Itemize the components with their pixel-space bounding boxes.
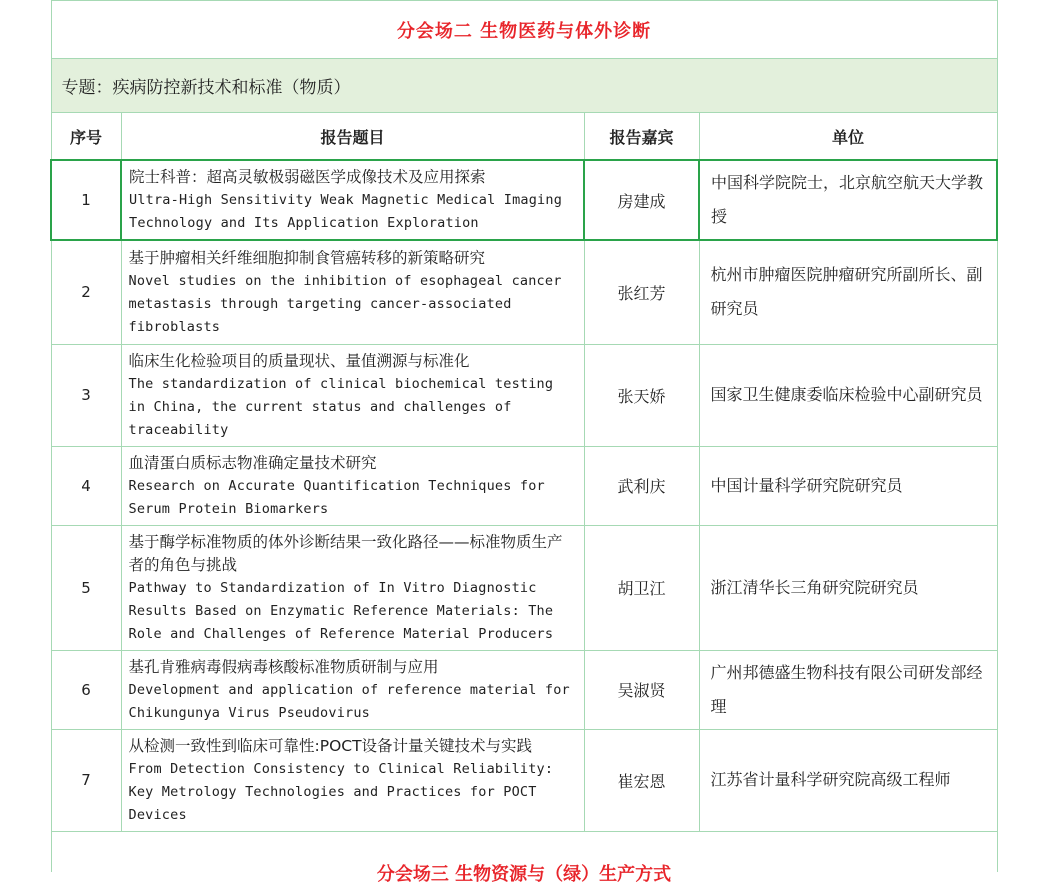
row-speaker: 崔宏恩: [584, 729, 699, 831]
next-session-row: [51, 831, 997, 872]
row-title-zh: 基于酶学标准物质的体外诊断结果一致化路径——标准物质生产者的角色与挑战: [128, 532, 563, 574]
row-index: 5: [51, 525, 121, 650]
row-index: 3: [51, 344, 121, 446]
row-unit: 中国科学院院士，北京航空航天大学教授: [699, 160, 997, 240]
session-title-row: [51, 1, 997, 59]
next-session-title: 分会场三 生物资源与（绿）生产方式: [376, 863, 672, 885]
row-title-en: Pathway to Standardization of In Vitro Diagnostic Results Based on Enzymatic Reference Materials: The Role and Challenges of Reference Material Producers: [128, 579, 554, 642]
row-speaker: 武利庆: [584, 446, 699, 525]
table-row: [51, 160, 997, 240]
row-speaker: 房建成: [584, 160, 699, 240]
topic-name: 疾病防控新技术和标准（物质）: [112, 78, 351, 98]
row-index: 6: [51, 650, 121, 729]
table-header-row: [51, 113, 997, 161]
session-title: 分会场二 生物医药与体外诊断: [51, 1, 997, 59]
table-row: [51, 729, 997, 831]
row-title-zh: 基于肿瘤相关纤维细胞抑制食管癌转移的新策略研究: [128, 248, 486, 267]
row-index: 7: [51, 729, 121, 831]
row-title-en: Ultra-High Sensitivity Weak Magnetic Medical Imaging Technology and Its Application Exploration: [129, 192, 563, 231]
row-title: [121, 344, 584, 446]
row-title-en: From Detection Consistency to Clinical Reliability: Key Metrology Technologies and Practices for POCT Devices: [128, 760, 554, 823]
table-row: [51, 525, 997, 650]
row-title: [121, 446, 584, 525]
row-title-zh: 从检测一致性到临床可靠性:POCT设备计量关键技术与实践: [128, 736, 533, 755]
row-title-zh: 院士科普：超高灵敏极弱磁医学成像技术及应用探索: [129, 168, 486, 186]
row-title-zh: 基孔肯雅病毒假病毒核酸标准物质研制与应用: [128, 657, 439, 676]
agenda-table: [50, 0, 998, 885]
row-title-zh: 血清蛋白质标志物准确定量技术研究: [128, 453, 377, 472]
row-speaker: 张天娇: [584, 344, 699, 446]
column-header-speaker: 报告嘉宾: [584, 113, 699, 161]
topic-cell: [51, 59, 997, 113]
row-title: [121, 160, 584, 240]
row-title-en: Research on Accurate Quantification Techniques for Serum Protein Biomarkers: [128, 477, 545, 517]
row-title-en: The standardization of clinical biochemical testing in China, the current status and challenges of traceability: [128, 375, 554, 438]
column-header-index: 序号: [51, 113, 121, 161]
next-session-cell: [51, 831, 997, 885]
row-speaker: 吴淑贤: [584, 650, 699, 729]
row-title-zh: 临床生化检验项目的质量现状、量值溯源与标准化: [128, 351, 470, 370]
row-title-en: Novel studies on the inhibition of esophageal cancer metastasis through targeting cancer-associated fibroblasts: [128, 272, 562, 335]
topic-label: 专题：: [61, 78, 113, 98]
row-index: 2: [51, 240, 121, 344]
column-header-unit: 单位: [699, 113, 997, 161]
topic-row: [51, 59, 997, 113]
row-unit: 广州邦德盛生物科技有限公司研发部经理: [699, 650, 997, 729]
row-title: [121, 650, 584, 729]
row-index: 4: [51, 446, 121, 525]
row-title-en: Development and application of reference material for Chikungunya Virus Pseudovirus: [128, 681, 570, 721]
table-row: [51, 344, 997, 446]
row-unit: 杭州市肿瘤医院肿瘤研究所副所长、副研究员: [699, 240, 997, 344]
table-row: [51, 650, 997, 729]
row-title: [121, 729, 584, 831]
row-title: [121, 525, 584, 650]
column-header-report-title: 报告题目: [121, 113, 584, 161]
row-unit: 江苏省计量科学研究院高级工程师: [699, 729, 997, 831]
row-unit: 中国计量科学研究院研究员: [699, 446, 997, 525]
agenda-table-wrapper: [50, 0, 996, 885]
row-speaker: 张红芳: [584, 240, 699, 344]
row-title: [121, 240, 584, 344]
row-unit: 浙江清华长三角研究院研究员: [699, 525, 997, 650]
row-index: 1: [51, 160, 121, 240]
row-speaker: 胡卫江: [584, 525, 699, 650]
table-row: [51, 240, 997, 344]
table-row: [51, 446, 997, 525]
row-unit: 国家卫生健康委临床检验中心副研究员: [699, 344, 997, 446]
